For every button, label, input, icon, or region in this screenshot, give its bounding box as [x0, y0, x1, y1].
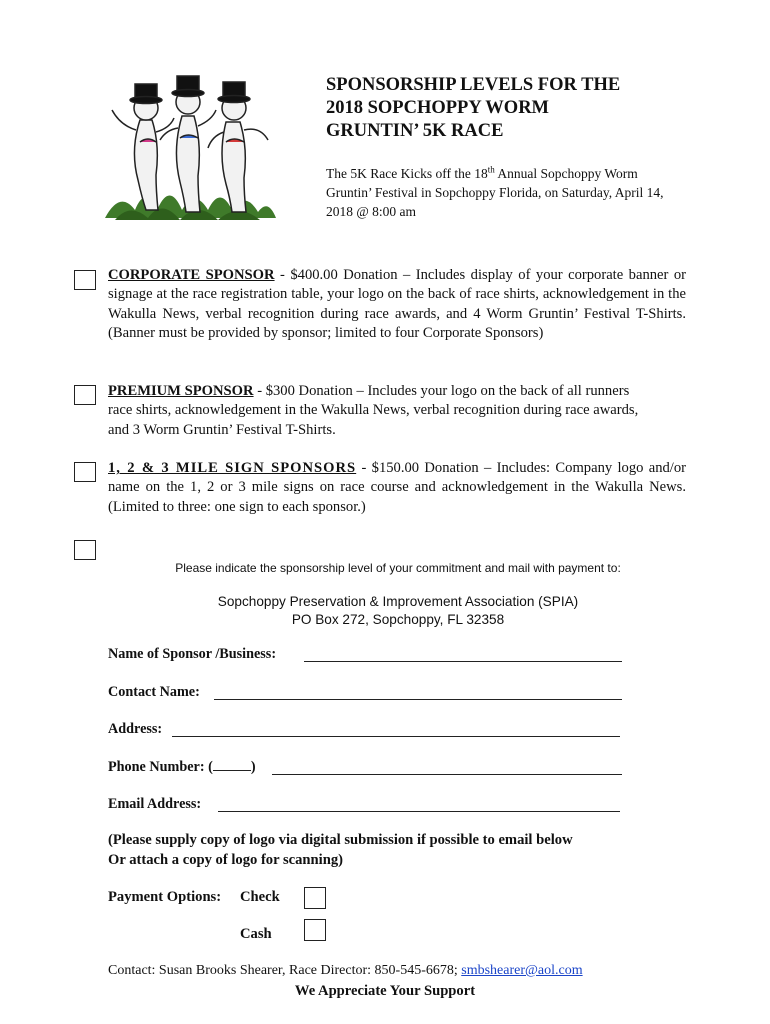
- logo-note: [108, 831, 708, 870]
- corporate-sponsor-checkbox[interactable]: [74, 270, 96, 290]
- sponsor-name-field[interactable]: [304, 661, 622, 662]
- race-intro: The 5K Race Kicks off the 18th Annual Sopchoppy Worm Gruntin’ Festival in Sopchoppy Florida, on Saturday, April 14, 2018 @ 8:00 am: [326, 164, 664, 219]
- payment-cash-checkbox[interactable]: [304, 919, 326, 941]
- payment-options-label: Payment Options:: [108, 889, 222, 905]
- thanks-message: We Appreciate Your Support: [294, 983, 476, 999]
- org-name: Sopchoppy Preservation & Improvement Association (SPIA): [217, 594, 579, 609]
- payment-check-label: Check: [240, 889, 280, 905]
- mile-sign-sponsor-level: 1, 2 & 3 MILE SIGN SPONSORS - $150.00 Donation – Includes: Company logo and/or name on the 1, 2 or 3 mile signs on race course and acknowledgement in the Wakulla News. (Limited to three: one sign to each sponsor.): [108, 460, 686, 515]
- address-label: Address:: [108, 721, 163, 737]
- contact-name-field[interactable]: [214, 699, 622, 700]
- sponsor-name-label: Name of Sponsor /Business:: [108, 646, 277, 662]
- phone-label: Phone Number: ( ): [108, 759, 256, 775]
- premium-sponsor-level: PREMIUM SPONSOR - $300 Donation – Includes your logo on the back of all runners race shirts, acknowledgement in the Wakulla News, verbal recognition during race awards, and 3 Worm Gruntin’ Festival T-Shirts.: [108, 383, 639, 438]
- phone-number-field[interactable]: [272, 774, 622, 775]
- mail-instruction: Please indicate the sponsorship level of your commitment and mail with payment to:: [175, 561, 621, 575]
- logo-note-line-1: (Please supply copy of logo via digital submission if possible to email below: [108, 832, 573, 848]
- payment-cash-label: Cash: [240, 926, 272, 942]
- mile-sign-sponsor-checkbox[interactable]: [74, 462, 96, 482]
- payment-check-checkbox[interactable]: [304, 887, 326, 909]
- email-label: Email Address:: [108, 796, 202, 812]
- contact-info: Contact: Susan Brooks Shearer, Race Director: 850-545-6678; smbshearer@aol.com: [108, 963, 583, 978]
- dancing-worms-logo: [100, 70, 280, 228]
- org-address: PO Box 272, Sopchoppy, FL 32358: [291, 612, 505, 627]
- page-title: SPONSORSHIP LEVELS FOR THE 2018 SOPCHOPPY WORM GRUNTIN’ 5K RACE: [326, 75, 621, 141]
- area-code-field[interactable]: [213, 770, 251, 771]
- logo-note-line-2: Or attach a copy of logo for scanning): [108, 851, 343, 868]
- email-field[interactable]: [218, 811, 620, 812]
- contact-name-label: Contact Name:: [108, 684, 200, 700]
- address-field[interactable]: [172, 736, 620, 737]
- premium-sponsor-checkbox[interactable]: [74, 385, 96, 405]
- corporate-sponsor-level: CORPORATE SPONSOR - $400.00 Donation – Includes display of your corporate banner or signage at the race registration table, your logo on the back of race shirts, acknowledgement in the Wakulla News, verbal recognition during race awards, and 4 Worm Gruntin’ Festival T-Shirts. (Banner must be provided by sponsor; limited to four Corporate Sponsors): [108, 267, 686, 342]
- other-level-checkbox[interactable]: [74, 540, 96, 560]
- contact-email-link[interactable]: smbshearer@aol.com: [461, 963, 583, 978]
